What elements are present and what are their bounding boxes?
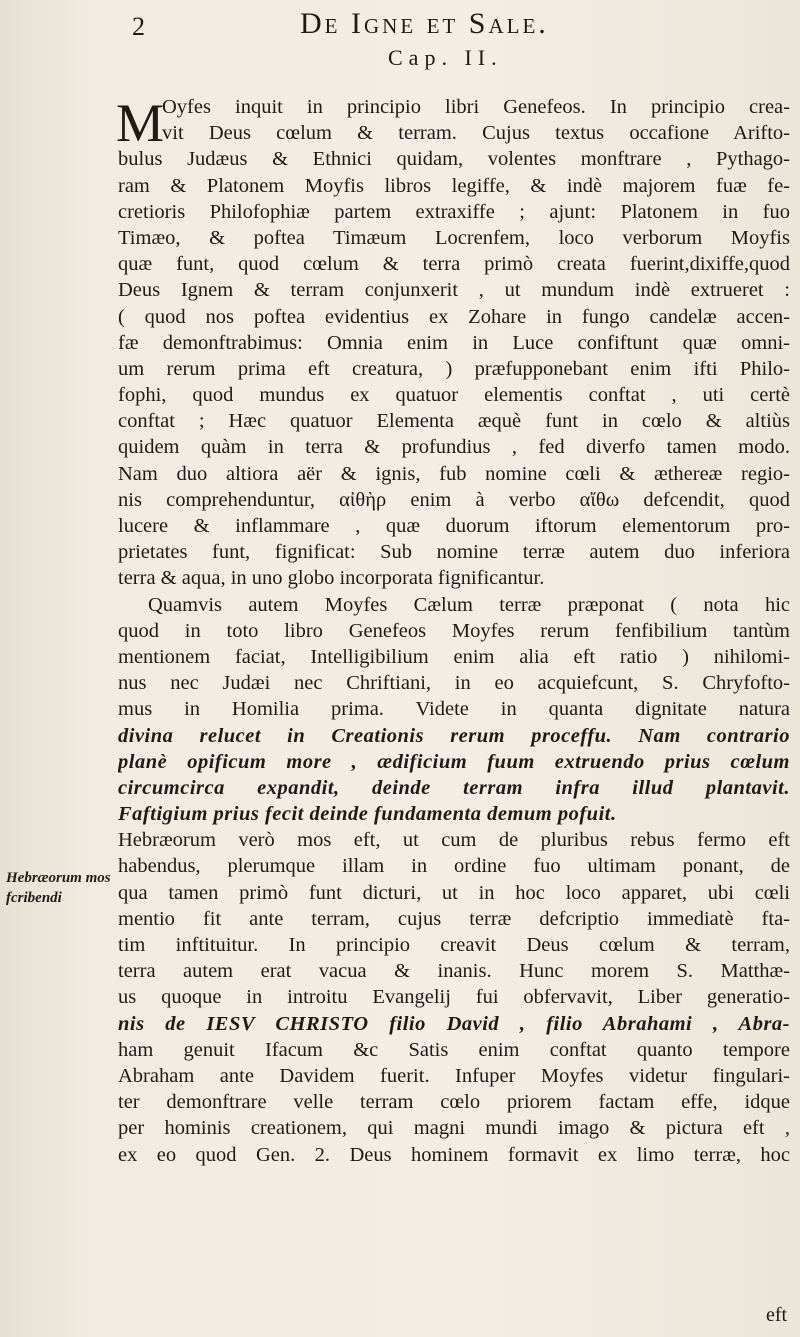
text-line: mus in Homilia prima. Videte in quanta dignitate natura (118, 698, 790, 721)
text-line: ex eo quod Gen. 2. Deus hominem formavit ex limo terræ, hoc (118, 1143, 790, 1166)
text-line: nis de IESV CHRISTO filio David , filio Abrahami , Abra- (118, 1012, 790, 1035)
text-line: cretioris Philofophiæ partem extraxiffe ; ajunt: Platonem in fuo (118, 200, 790, 223)
text-line: Quamvis autem Moyfes Cælum terræ præponat ( nota hic (148, 593, 790, 616)
running-title: De Igne et Sale. (300, 7, 549, 40)
text-line: ram & Platonem Moyfis libros legiffe, & indè majorem fuæ fe- (118, 174, 790, 197)
text-line: fophi, quod mundus ex quatuor elementis conftat , uti certè (118, 384, 790, 407)
text-line: terra autem erat vacua & inanis. Hunc morem S. Matthæ- (118, 960, 790, 983)
text-line: divina relucet in Creationis rerum proceffu. Nam contrario (118, 724, 790, 747)
text-line: Timæo, & poftea Timæum Locrenfem, loco verborum Moyfis (118, 226, 790, 249)
text-line: quod in toto libro Genefeos Moyfes rerum fenfibilium tantùm (118, 619, 790, 642)
page-number: 2 (132, 12, 145, 41)
text-line: qua tamen primò funt dicturi, ut in hoc loco apparet, ubi cœli (118, 881, 790, 904)
text-line: vit Deus cœlum & terram. Cujus textus occafione Arifto- (162, 122, 790, 145)
text-line: terra & aqua, in uno globo incorporata fignificantur. (118, 567, 545, 590)
text-line: lucere & inflammare , quæ duorum iftorum elementorum pro- (118, 515, 790, 537)
text-line: um rerum prima eft creatura, ) præfupponebant enim ifti Philo- (118, 357, 790, 380)
drop-initial: M (116, 93, 165, 153)
page-header (0, 6, 800, 46)
text-line: prietates funt, fignificat: Sub nomine terræ autem duo inferiora (118, 541, 790, 564)
text-line: ham genuit Ifacum &c Satis enim conftat quanto tempore (118, 1038, 790, 1061)
text-line: ter demonftrare velle terram cœlo priorem factam effe, idque (118, 1091, 790, 1114)
text-line: ( quod nos poftea evidentius ex Zohare in fungo candelæ accen- (118, 305, 790, 328)
text-line: Oyfes inquit in principio libri Genefeos. In principio crea- (162, 96, 790, 118)
catchword: eft (766, 1304, 788, 1326)
text-line: nus nec Judæi nec Chriftiani, in eo acquiefcunt, S. Chryfofto- (118, 672, 790, 695)
text-line: quæ funt, quod cœlum & terra primò creata fuerint,dixiffe,quod (118, 253, 790, 276)
text-line: Hebræorum verò mos eft, ut cum de pluribus rebus fermo eft (118, 829, 790, 852)
text-line: Faftigium prius fecit deinde fundamenta demum pofuit. (118, 803, 617, 826)
text-line: habendus, plerumque illam in ordine fuo ultimam ponant, de (118, 855, 790, 878)
body-text (118, 94, 790, 1168)
text-line: tim inftituitur. In principio creavit Deus cœlum & terram, (118, 934, 790, 956)
text-line: nis comprehenduntur, αἰθὴρ enim à verbo αἴθω defcendit, quod (118, 488, 790, 511)
chapter-heading: Cap. II. (388, 45, 503, 70)
text-line: Abraham ante Davidem fuerit. Infuper Moyfes videtur fingulari- (118, 1064, 790, 1087)
text-line: Nam duo altiora aër & ignis, fub nomine cœli & æthereæ regio- (118, 462, 790, 485)
marginal-note: Hebræorum mos fcribendi (6, 870, 111, 906)
text-line: bulus Judæus & Ethnici quidam, volentes monftrare , Pythago- (118, 148, 790, 171)
text-line: fæ demonftrabimus: Omnia enim in Luce confiftunt quæ omni- (118, 331, 790, 354)
text-line: conftat ; Hæc quatuor Elementa æquè funt in cœlo & altiùs (118, 410, 790, 433)
text-line: us quoque in introitu Evangelij fui obfervavit, Liber generatio- (118, 986, 790, 1009)
text-line: circumcirca expandit, deinde terram infra illud plantavit. (118, 776, 790, 799)
text-line: mentio fit ante terram, cujus terræ defcriptio immediatè fta- (118, 907, 790, 930)
text-line: quidem quàm in terra & profundius , fed diverfo tamen modo. (118, 436, 790, 459)
text-line: Deus Ignem & terram conjunxerit , ut mundum indè extrueret : (118, 279, 790, 302)
text-line: mentionem faciat, Intelligibilium enim alia eft ratio ) nihilomi- (118, 645, 790, 668)
text-line: per hominis creationem, qui magni mundi imago & pictura eft , (118, 1117, 790, 1140)
text-line: planè opificum more , ædificium fuum extruendo prius cœlum (118, 750, 790, 773)
